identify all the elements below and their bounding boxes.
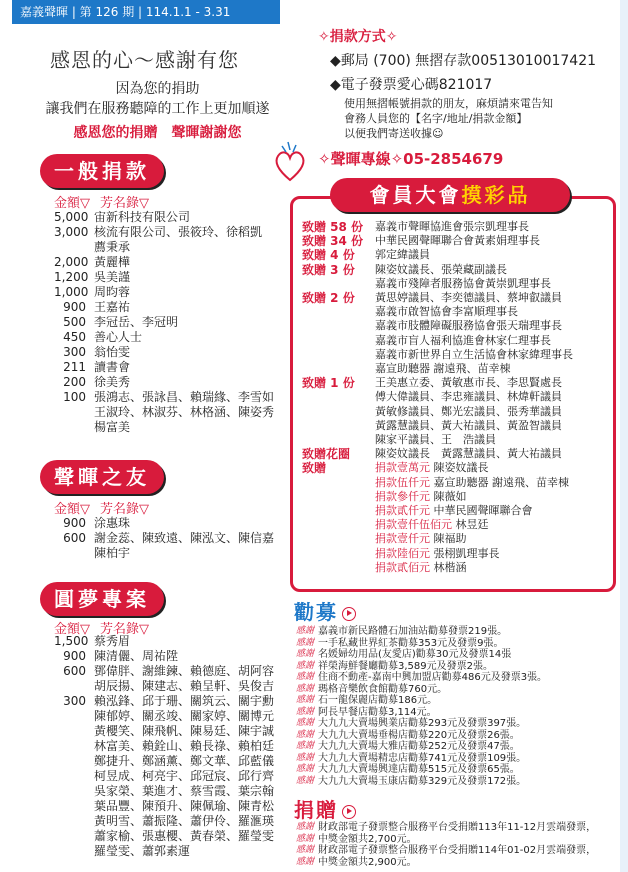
thanks-text: 住商不動產-嘉南中興加盟店勸募486元及發票3張。: [318, 672, 548, 683]
donor-amount: [54, 240, 94, 255]
donor-names: 陳柏宇: [94, 546, 131, 560]
donor-names: 宙新科技有限公司: [94, 210, 191, 224]
donor-amount: 200: [63, 375, 86, 389]
thanks-text: 大九九大賣場興業店勸募293元及發票397張。: [318, 718, 527, 729]
prize-text: [375, 362, 611, 376]
dream-col-amount: 金額▽: [54, 622, 90, 637]
thanks-item: [296, 776, 618, 788]
prize-label: 致贈 3 份: [302, 262, 355, 277]
prize-text: [375, 319, 611, 333]
thanks-text: 阿長早餐店勸募3,114元。: [318, 706, 437, 718]
prize-text: [375, 263, 611, 277]
donor-row: [54, 345, 284, 360]
thanks-tag: 感謝: [296, 764, 315, 774]
prize-text: [375, 305, 611, 319]
thanks-tag: 感謝: [296, 741, 315, 751]
prize-money: 捐款壹仟元: [375, 532, 430, 546]
donor-row: [54, 739, 284, 754]
thanks-text: 一手私藏世界紅茶勸募353元及發票9張。: [318, 637, 504, 649]
thanks-line-1: 因為您的捐助: [115, 81, 200, 97]
donor-amount: 5,000: [54, 210, 89, 224]
prize-text: [375, 561, 611, 575]
prize-money: 捐款貳仟元: [375, 504, 430, 518]
prize-donor: 嘉義市盲人福利協進會林家仁理事長: [375, 333, 551, 347]
thanks-item: [296, 661, 618, 673]
prize-donor: 陳姿妏議長: [433, 461, 489, 475]
thanks-text: 財政部電子發票整合服務平台受捐贈113年11-12月雲端發票，: [318, 822, 597, 833]
thanks-tag: 感謝: [296, 752, 315, 763]
prize-label: [302, 476, 375, 490]
prize-label: [302, 419, 375, 433]
hotline: ✧聲暉專線✧05-2854679: [318, 150, 504, 168]
donor-amount: [54, 814, 94, 829]
prize-row: [302, 348, 611, 362]
donor-amount: [54, 679, 94, 694]
donor-names: 讀書會: [94, 360, 131, 374]
prize-label: 致贈 4 份: [302, 248, 355, 263]
thanks-item: [296, 834, 618, 846]
donor-row: [54, 679, 284, 694]
prize-row: [302, 461, 611, 475]
donor-row: [54, 724, 284, 739]
prize-row: [302, 532, 611, 546]
donor-amount: 600: [63, 664, 86, 678]
thanks-text: 大九九大賣場玉康店勸募329元及發票172張。: [318, 775, 527, 787]
dream-project-title: 圓夢專案: [40, 582, 164, 616]
prize-donor: 傅大偉議員、李忠雍議員、林煒軒議員: [375, 390, 562, 404]
thanks-text: 大九九大賣場興達店勸募515元及發票65張。: [318, 764, 520, 775]
donor-row: [54, 754, 284, 769]
thanks-tag: 感謝: [296, 660, 315, 671]
donor-row: [54, 516, 284, 531]
prize-donor: 嘉義市新世界自立生活協會林家緯理事長: [375, 347, 573, 361]
donor-amount: 2,000: [54, 255, 89, 269]
thanks-tag: 感謝: [296, 833, 315, 844]
prize-donor: 嘉宣助聽器 謝遠飛、苗幸棟: [433, 475, 569, 489]
prize-money: 捐款陸佰元: [375, 546, 430, 560]
donor-row: [54, 709, 284, 724]
fundraise-title: [294, 596, 356, 625]
prize-donor: 嘉義市啟智協會李富順理事長: [375, 305, 518, 319]
prize-donor: 黃思婷議員、李奕德議員、蔡坤叡議員: [375, 291, 562, 305]
donor-amount: 900: [63, 300, 86, 314]
prize-text: [375, 433, 611, 447]
dream-donor-table: [54, 634, 284, 859]
donor-names: 黃櫻笑、陳飛帆、陳易廷、陳宇誠: [94, 724, 275, 738]
prize-row: [302, 419, 611, 433]
donor-amount: 1,200: [54, 270, 89, 284]
donor-names: 徐美秀: [94, 375, 131, 389]
prize-row: [302, 362, 611, 376]
prize-row: [302, 504, 611, 518]
prize-text: [375, 277, 611, 291]
thanks-tag: 感謝: [296, 695, 315, 705]
prize-label: [302, 319, 375, 333]
donor-amount: 900: [63, 649, 86, 663]
prize-donor: 中華民國聲暉聯合會: [433, 504, 533, 518]
donor-names: 楊富美: [94, 420, 131, 434]
donor-names: 李冠岳、李冠明: [94, 315, 179, 329]
donor-row: [54, 285, 284, 300]
prize-text: [375, 248, 611, 262]
thanks-item: [296, 718, 618, 730]
prize-text: [375, 291, 611, 305]
prize-donor: 陳姿妏議長 黃露慧議員、黃大祐議員: [375, 447, 562, 461]
gift-title: [294, 794, 356, 823]
thanks-line-3: 感恩您的捐贈 聲暉謝謝您: [73, 125, 242, 141]
thanks-item: [296, 626, 618, 638]
donor-names: 胡辰揚、陳建志、賴呈軒、吳俊吉: [94, 679, 275, 693]
prize-label: [302, 547, 375, 561]
thanks-title: 感恩的心～感謝有您: [50, 48, 239, 72]
donor-names: 葉品豐、陳預升、陳佩瑜、陳青松: [94, 799, 275, 813]
donor-names: 羅瑩雯、蕭郭素運: [94, 844, 191, 858]
prize-row: [302, 220, 611, 234]
thanks-text: 大九九大賣場垂楊店勸募220元及發票26張。: [318, 729, 520, 741]
play-icon: [342, 607, 356, 621]
prize-label: [302, 518, 375, 532]
donor-names: 林富美、賴銓山、賴長祿、賴柏廷: [94, 739, 275, 753]
prize-row: [302, 405, 611, 419]
prize-text: [375, 376, 611, 390]
donor-amount: 300: [63, 345, 86, 359]
thanks-item: [296, 672, 618, 684]
thanks-text: 名媛婦幼用品(友愛店)勸募30元及發票14張: [318, 649, 512, 660]
general-col-names: 芳名錄▽: [100, 196, 149, 211]
prize-label: 致贈 58 份: [302, 220, 364, 234]
thanks-tag: 感謝: [296, 637, 315, 648]
prize-text: [375, 476, 611, 490]
payment-note-2: 會務人員您的【名字/地址/捐款金額】: [344, 112, 528, 125]
prize-donor: 陳薇如: [433, 489, 467, 503]
donor-names: 王嘉祐: [94, 300, 131, 314]
general-donor-table: [54, 210, 284, 435]
donor-amount: [54, 829, 94, 844]
thanks-tag: 感謝: [296, 649, 315, 659]
issue-header: 嘉義聲暉 | 第 126 期 | 114.1.1 - 3.31: [12, 0, 280, 24]
prize-table: [302, 220, 611, 575]
prize-money: 捐款貳佰元: [375, 560, 430, 574]
prize-donor: 嘉義市聲暉協進會張宗凱理事長: [375, 220, 529, 233]
prize-row: [302, 277, 611, 291]
donor-names: 黃明雪、蕭振隆、蕭伊伶、羅滙瑛: [94, 814, 275, 828]
play-icon: [342, 805, 356, 819]
donor-names: 黃麗樺: [94, 255, 131, 269]
prize-label: [302, 305, 375, 319]
heart-icon: [270, 140, 310, 190]
prize-label: [302, 532, 375, 546]
prize-donor: 陳姿妏議長、張榮藏副議長: [375, 262, 507, 276]
prize-row: [302, 319, 611, 333]
donor-names: 陳清儷、周祐陞: [94, 649, 179, 663]
donor-amount: [54, 420, 94, 435]
donor-names: 核流有限公司、張筱玲、徐稻凱: [94, 225, 263, 239]
thanks-tag: 感謝: [296, 683, 315, 694]
donor-names: 翁怡雯: [94, 345, 131, 359]
prize-row: [302, 305, 611, 319]
thanks-item: [296, 730, 618, 742]
donor-names: 陳郁婷、關丞竣、關家婷、關博元: [94, 709, 275, 723]
thanks-item: [296, 857, 618, 869]
thanks-item: [296, 649, 618, 661]
thanks-tag: 感謝: [296, 775, 315, 786]
donor-amount: [54, 724, 94, 739]
donor-amount: [54, 769, 94, 784]
prize-text: [375, 518, 611, 532]
thanks-text: 財政部電子發票整合服務平台受捐贈114年01-02月雲端發票，: [318, 845, 597, 856]
prize-donor: 林楷涵: [433, 560, 467, 574]
thanks-tag: 感謝: [296, 706, 315, 717]
thanks-tag: 感謝: [296, 626, 315, 636]
donor-amount: [54, 844, 94, 859]
prize-text: [375, 405, 611, 419]
donor-amount: 1,000: [54, 285, 89, 299]
payment-title: ✧捐款方式✧: [318, 29, 398, 45]
donor-row: [54, 664, 284, 679]
prize-text: [375, 220, 611, 234]
general-donation-title: 一般捐款: [40, 154, 164, 188]
donor-row: [54, 799, 284, 814]
donor-row: [54, 829, 284, 844]
thanks-item: [296, 684, 618, 696]
donor-row: [54, 634, 284, 649]
thanks-item: [296, 695, 618, 707]
donor-names: 王淑玲、林淑芬、林格涵、陳姿秀: [94, 405, 275, 419]
donor-names: 鄧偉胖、謝維鍊、賴德庭、胡阿容: [94, 664, 275, 678]
donor-names: 柯昱成、柯亮宇、邱冠宸、邱行齊: [94, 769, 275, 783]
donor-row: [54, 390, 284, 405]
thanks-item: [296, 764, 618, 776]
prize-row: [302, 248, 611, 262]
donor-names: 鄭捷升、鄭涵薰、鄭文華、邱藍儀: [94, 754, 275, 768]
invoice-code: ◆電子發票愛心碼821017: [330, 77, 493, 93]
prize-donor: 嘉義市殘障者服務協會黃崇凱理事長: [375, 276, 551, 290]
donor-row: [54, 546, 284, 561]
thanks-text: 大九九大賣場精忠店勸募741元及發票109張。: [318, 752, 527, 764]
payment-note-3: 以便我們寄送收據☺: [344, 127, 444, 140]
thanks-text: 嘉義市新民路體石加油站勸募發票219張。: [318, 626, 508, 637]
donor-amount: 3,000: [54, 225, 89, 239]
thanks-tag: 感謝: [296, 718, 315, 728]
donor-row: [54, 649, 284, 664]
prize-label: [302, 433, 375, 447]
prize-donor: 郭定緯議員: [375, 248, 430, 262]
prize-row: [302, 234, 611, 248]
donor-amount: [54, 546, 94, 561]
prize-donor: 黃露慧議員、黃大祐議員、黃盈智議員: [375, 418, 562, 432]
thanks-item: [296, 753, 618, 765]
friends-donor-table: [54, 516, 284, 561]
thanks-tag: 感謝: [296, 845, 315, 855]
prize-text: [375, 461, 611, 475]
donor-row: [54, 694, 284, 709]
prize-row: [302, 561, 611, 575]
thanks-text: 瑪格音樂飲食館勸募760元。: [318, 683, 448, 695]
prize-label: 致贈 2 份: [302, 291, 355, 306]
prize-row: [302, 433, 611, 447]
prize-money: 捐款壹萬元: [375, 461, 430, 475]
donor-names: 薦秉承: [94, 240, 131, 254]
donor-amount: 900: [63, 516, 86, 530]
prize-label: 致贈 34 份: [302, 234, 364, 249]
prize-label: [302, 277, 375, 291]
donor-row: [54, 769, 284, 784]
general-col-amount: 金額▽: [54, 196, 90, 211]
lottery-title: [330, 178, 570, 212]
donor-amount: 211: [63, 360, 86, 374]
thanks-tag: 感謝: [296, 856, 315, 867]
donor-names: 周昀蓉: [94, 285, 131, 299]
thanks-text: 石一龍保麗店勸募186元。: [318, 695, 438, 706]
prize-text: [375, 547, 611, 561]
prize-row: [302, 476, 611, 490]
thanks-item: [296, 822, 618, 834]
donor-amount: 450: [63, 330, 86, 344]
donor-row: [54, 255, 284, 270]
thanks-item: [296, 707, 618, 719]
thanks-tag: 感謝: [296, 672, 315, 682]
donor-row: [54, 420, 284, 435]
prize-money: 捐款參仟元: [375, 489, 430, 503]
donor-amount: 100: [63, 390, 86, 404]
donor-amount: [54, 754, 94, 769]
prize-row: [302, 518, 611, 532]
prize-row: [302, 390, 611, 404]
payment-note-1: 使用無摺帳號捐款的朋友，麻煩請來電告知: [344, 97, 553, 110]
donor-amount: [54, 709, 94, 724]
thanks-item: [296, 638, 618, 650]
thanks-text: 中獎金額共2,900元。: [318, 856, 417, 868]
prize-row: [302, 291, 611, 305]
donor-amount: [54, 799, 94, 814]
thanks-text: 大九九大賣場大雅店勸募252元及發票47張。: [318, 741, 520, 752]
donor-amount: 300: [63, 694, 86, 708]
donor-amount: [54, 739, 94, 754]
prize-text: [375, 447, 611, 461]
gift-title-text: 捐贈: [294, 798, 338, 822]
donor-names: 涂惠珠: [94, 516, 131, 530]
donor-row: [54, 814, 284, 829]
prize-label: [302, 490, 375, 504]
prize-text: [375, 334, 611, 348]
prize-label: [302, 504, 375, 518]
prize-label: [302, 348, 375, 362]
donor-names: 善心人士: [94, 330, 143, 344]
donor-names: 張鴻志、張詠昌、賴瑞緣、李雪如: [94, 390, 275, 404]
thanks-item: [296, 845, 618, 857]
prize-money: 捐款伍仟元: [375, 475, 430, 489]
donor-row: [54, 315, 284, 330]
lottery-title-a: 會員大會: [369, 183, 462, 207]
thanks-line-2: 讓我們在服務聽障的工作上更加順遂: [45, 101, 270, 117]
prize-text: [375, 504, 611, 518]
prize-label: 致贈: [302, 461, 327, 476]
prize-text: [375, 419, 611, 433]
fundraise-title-text: 勸募: [294, 600, 338, 624]
donor-row: [54, 375, 284, 390]
prize-label: [302, 334, 375, 348]
friends-col-amount: 金額▽: [54, 502, 90, 517]
prize-donor: 中華民國聲暉聯合會黃素娟理事長: [375, 234, 540, 248]
prize-label: 致贈 1 份: [302, 376, 355, 391]
donor-row: [54, 270, 284, 285]
thanks-text: 中獎金額共2,700元。: [318, 833, 417, 845]
prize-text: [375, 490, 611, 504]
prize-text: [375, 390, 611, 404]
prize-donor: 嘉義市肢體障礙服務協會張天瑞理事長: [375, 319, 562, 333]
donor-row: [54, 360, 284, 375]
donor-row: [54, 844, 284, 859]
prize-text: [375, 234, 611, 248]
prize-donor: 黃敏修議員、鄭光宏議員、張秀華議員: [375, 404, 562, 418]
donor-amount: 600: [63, 531, 86, 545]
dream-col-names: 芳名錄▽: [100, 622, 149, 637]
prize-label: [302, 362, 375, 376]
fundraise-list: [296, 626, 618, 787]
thanks-text: 祥榮海鮮餐廳勸募3,589元及發票2張。: [318, 660, 493, 672]
donor-row: [54, 300, 284, 315]
prize-donor: 張栩凱理事長: [433, 546, 500, 560]
donor-names: 蔡秀眉: [94, 634, 131, 648]
friends-col-names: 芳名錄▽: [100, 502, 149, 517]
prize-money: 捐款壹仟伍佰元: [375, 518, 452, 532]
donor-amount: 500: [63, 315, 86, 329]
donor-row: [54, 330, 284, 345]
thanks-item: [296, 741, 618, 753]
thanks-tag: 感謝: [296, 822, 315, 832]
prize-donor: 嘉宣助聽器 謝遠飛、苗幸棟: [375, 362, 511, 376]
friends-title: 聲暉之友: [40, 460, 164, 494]
prize-donor: 王美惠立委、黃敏惠市長、李思賢處長: [375, 376, 562, 390]
prize-donor: 陳家平議員、王 浩議員: [375, 433, 496, 447]
page-side-bar: [620, 0, 628, 872]
prize-row: [302, 490, 611, 504]
gift-list: [296, 822, 618, 868]
donor-amount: [54, 784, 94, 799]
prize-donor: 林昱廷: [455, 518, 489, 532]
donor-row: [54, 531, 284, 546]
prize-label: 致贈花圈: [302, 447, 351, 462]
prize-label: [302, 390, 375, 404]
prize-row: [302, 376, 611, 390]
prize-label: [302, 561, 375, 575]
prize-label: [302, 405, 375, 419]
donor-row: [54, 225, 284, 240]
prize-text: [375, 348, 611, 362]
prize-row: [302, 547, 611, 561]
donor-names: 吳美謹: [94, 270, 131, 284]
prize-row: [302, 447, 611, 461]
prize-row: [302, 334, 611, 348]
prize-row: [302, 263, 611, 277]
donor-amount: 1,500: [54, 634, 89, 648]
donor-amount: [54, 405, 94, 420]
donor-row: [54, 784, 284, 799]
post-office-account: ◆郵局 (700) 無摺存款00513010017421: [330, 53, 597, 69]
prize-donor: 陳福助: [433, 532, 467, 546]
donor-row: [54, 240, 284, 255]
lottery-title-b: 摸彩品: [461, 183, 531, 207]
donor-names: 賴泓鋒、邱于珊、關筑云、關宇勳: [94, 694, 275, 708]
donor-names: 蕭家榆、張惠櫻、黃春榮、羅瑩雯: [94, 829, 275, 843]
donor-names: 吳家榮、葉進才、蔡雪霞、葉宗翰: [94, 784, 275, 798]
prize-text: [375, 532, 611, 546]
donor-names: 謝金蕊、陳致遠、陳泓文、陳信嘉: [94, 531, 275, 545]
donor-row: [54, 405, 284, 420]
donor-row: [54, 210, 284, 225]
thanks-tag: 感謝: [296, 729, 315, 740]
